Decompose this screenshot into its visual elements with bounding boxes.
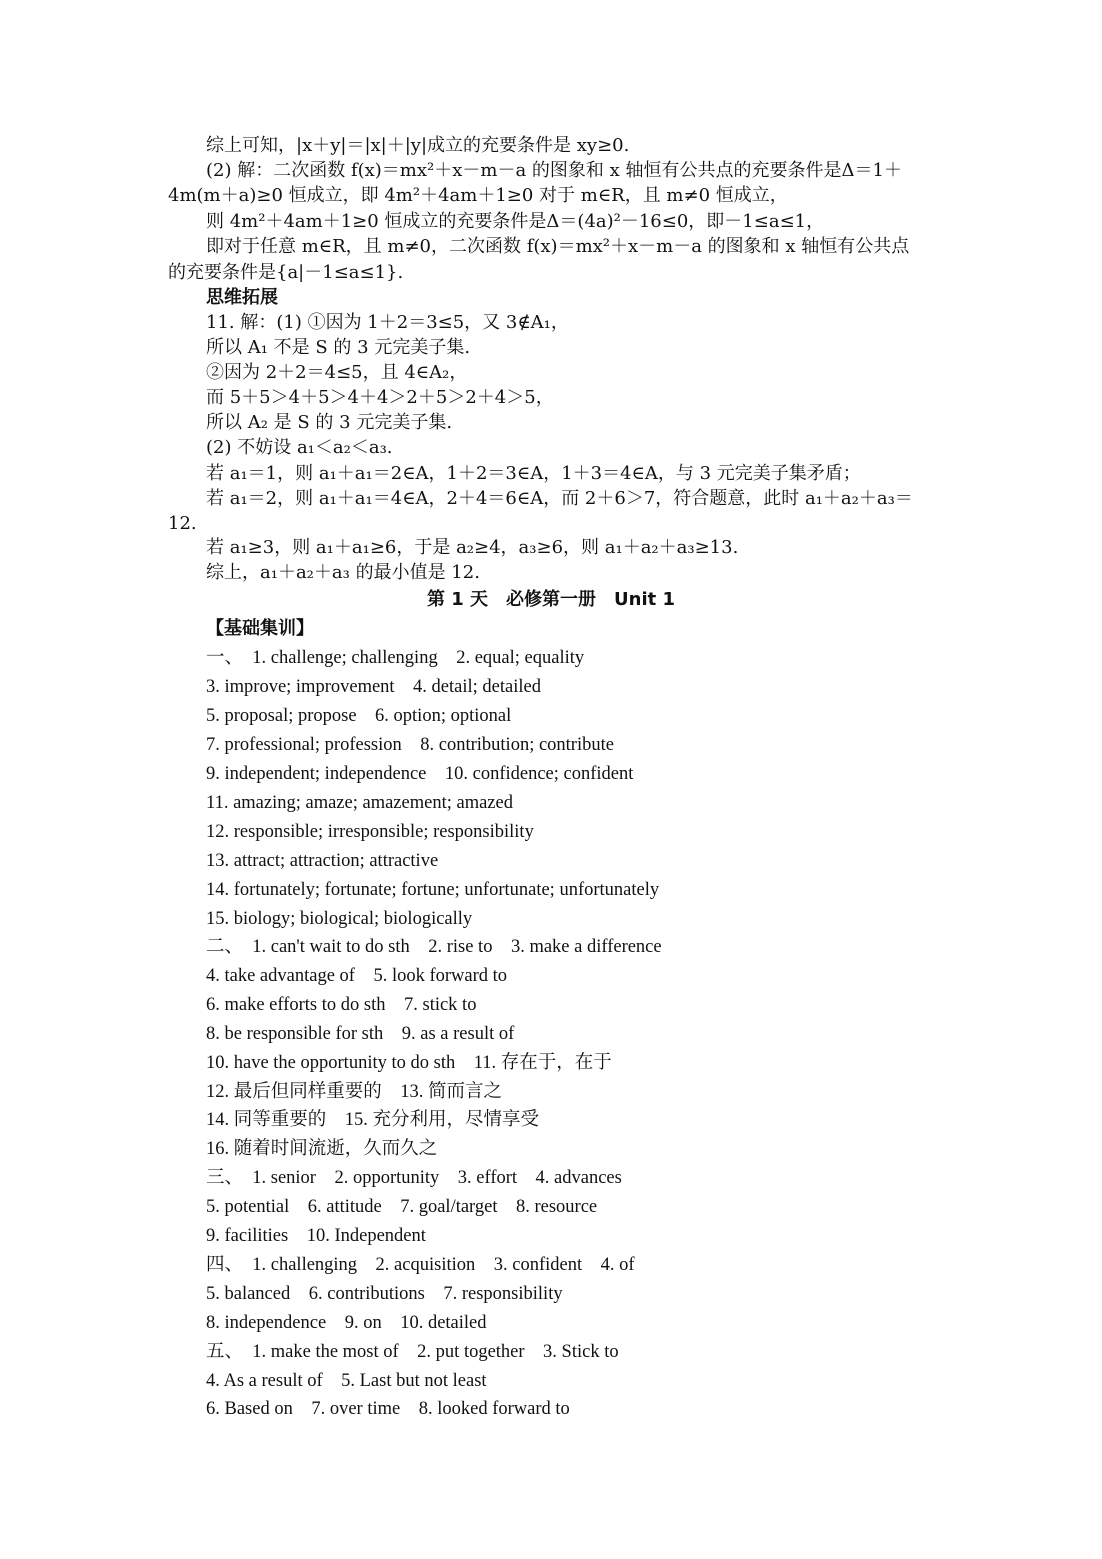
text-line: 4m(m＋a)≥0 恒成立，即 4m²＋4am＋1≥0 对于 m∈R，且 m≠0 恒成立， bbox=[168, 185, 788, 206]
text-line: (2) 不妨设 a₁＜a₂＜a₃. bbox=[206, 437, 393, 458]
text-line: 综上可知，|x＋y|＝|x|＋|y|成立的充要条件是 xy≥0. bbox=[206, 135, 630, 156]
answer-line: 5. proposal; propose 6. option; optional bbox=[206, 706, 512, 726]
unit-title: 第 1 天 必修第一册 Unit 1 bbox=[426, 589, 676, 610]
section-heading: 思维拓展 bbox=[206, 287, 278, 308]
text-line: 而 5＋5＞4＋5＞4＋4＞2＋5＞2＋4＞5， bbox=[206, 387, 554, 408]
text-line: 12. bbox=[168, 513, 197, 534]
text-line: 所以 A₁ 不是 S 的 3 元完美子集. bbox=[206, 337, 471, 358]
section-heading: 【基础集训】 bbox=[206, 618, 314, 639]
text-line: 11. 解：(1) ①因为 1＋2＝3≤5，又 3∉A₁， bbox=[206, 312, 569, 333]
answer-line: 12. responsible; irresponsible; responsibility bbox=[206, 822, 534, 842]
text-line: 若 a₁≥3，则 a₁＋a₁≥6，于是 a₂≥4，a₃≥6，则 a₁＋a₂＋a₃≥13. bbox=[206, 537, 739, 558]
answer-line: 三、 1. senior 2. opportunity 3. effort 4. advances bbox=[206, 1168, 622, 1188]
text-line: 所以 A₂ 是 S 的 3 元完美子集. bbox=[206, 412, 453, 433]
answer-line: 6. make efforts to do sth 7. stick to bbox=[206, 995, 477, 1015]
answer-line: 二、 1. can't wait to do sth 2. rise to 3. make a difference bbox=[206, 937, 662, 957]
answer-line: 14. fortunately; fortunate; fortune; unfortunate; unfortunately bbox=[206, 880, 660, 900]
text-line: 即对于任意 m∈R，且 m≠0，二次函数 f(x)＝mx²＋x－m－a 的图象和 x 轴恒有公共点 bbox=[206, 236, 910, 257]
answer-line: 8. independence 9. on 10. detailed bbox=[206, 1313, 487, 1333]
answer-line: 4. take advantage of 5. look forward to bbox=[206, 966, 508, 986]
answer-line: 四、 1. challenging 2. acquisition 3. confident 4. of bbox=[206, 1255, 635, 1275]
text-line: (2) 解：二次函数 f(x)＝mx²＋x－m－a 的图象和 x 轴恒有公共点的充要条件是Δ＝1＋ bbox=[206, 160, 902, 181]
answer-line: 5. balanced 6. contributions 7. responsibility bbox=[206, 1284, 563, 1304]
text-line: ②因为 2＋2＝4≤5，且 4∈A₂， bbox=[206, 362, 468, 383]
answer-line: 9. independent; independence 10. confidence; confident bbox=[206, 764, 634, 784]
answer-line: 5. potential 6. attitude 7. goal/target 8. resource bbox=[206, 1197, 598, 1217]
text-line: 综上，a₁＋a₂＋a₃ 的最小值是 12. bbox=[206, 562, 480, 583]
answer-line: 一、 1. challenge; challenging 2. equal; equality bbox=[206, 648, 585, 668]
answer-line: 12. 最后但同样重要的 13. 简而言之 bbox=[206, 1082, 503, 1102]
answer-line: 11. amazing; amaze; amazement; amazed bbox=[206, 793, 513, 813]
answer-line: 6. Based on 7. over time 8. looked forward to bbox=[206, 1399, 570, 1419]
answer-line: 8. be responsible for sth 9. as a result of bbox=[206, 1024, 515, 1044]
text-line: 则 4m²＋4am＋1≥0 恒成立的充要条件是Δ＝(4a)²－16≤0，即－1≤a≤1， bbox=[206, 211, 825, 232]
text-line: 若 a₁＝2，则 a₁＋a₁＝4∈A，2＋4＝6∈A，而 2＋6＞7，符合题意，此时 a₁＋a₂＋a₃＝ bbox=[206, 488, 913, 509]
text-line: 的充要条件是{a|－1≤a≤1}. bbox=[168, 262, 404, 283]
answer-line: 15. biology; biological; biologically bbox=[206, 909, 473, 929]
answer-line: 3. improve; improvement 4. detail; detailed bbox=[206, 677, 541, 697]
answer-line: 10. have the opportunity to do sth 11. 存在于，在于 bbox=[206, 1053, 612, 1073]
answer-line: 五、 1. make the most of 2. put together 3. Stick to bbox=[206, 1342, 619, 1362]
text-line: 若 a₁＝1，则 a₁＋a₁＝2∈A，1＋2＝3∈A，1＋3＝4∈A，与 3 元完美子集矛盾； bbox=[206, 463, 861, 484]
answer-line: 9. facilities 10. Independent bbox=[206, 1226, 426, 1246]
answer-line: 7. professional; profession 8. contribution; contribute bbox=[206, 735, 614, 755]
answer-line: 13. attract; attraction; attractive bbox=[206, 851, 439, 871]
answer-line: 14. 同等重要的 15. 充分利用，尽情享受 bbox=[206, 1110, 540, 1130]
answer-line: 4. As a result of 5. Last but not least bbox=[206, 1371, 487, 1391]
answer-line: 16. 随着时间流逝，久而久之 bbox=[206, 1139, 438, 1159]
